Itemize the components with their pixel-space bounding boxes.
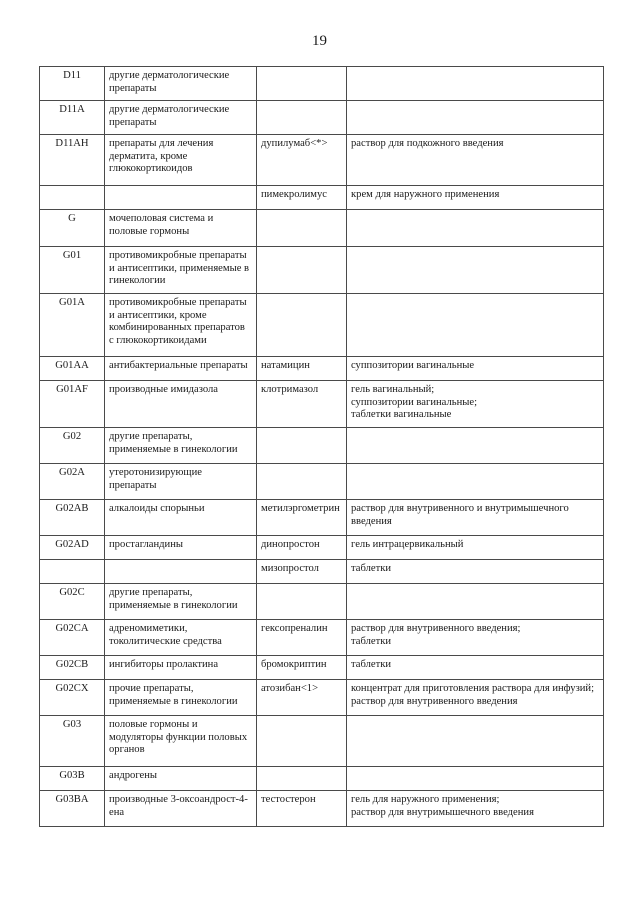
atc-code-cell: G03 bbox=[40, 716, 105, 767]
dosage-form-line: суппозитории вагинальные; bbox=[351, 396, 478, 408]
dosage-form-line: таблетки вагинальные bbox=[351, 409, 452, 420]
anatomical-group-cell bbox=[105, 680, 257, 716]
anatomical-group-cell bbox=[105, 428, 257, 464]
dosage-form-line: крем для наружного применения bbox=[351, 189, 500, 200]
anatomical-group-cell bbox=[105, 381, 257, 428]
group-text-line: другие дерматологические bbox=[109, 70, 230, 81]
group-text-line: глюкокортикоидов bbox=[109, 163, 193, 174]
dosage-form-cell bbox=[347, 247, 604, 294]
drug-name-cell bbox=[257, 294, 347, 357]
drug-name-cell bbox=[257, 247, 347, 294]
atc-code-cell: G02A bbox=[40, 464, 105, 500]
group-text-line: препараты для лечения bbox=[109, 138, 214, 149]
table-row bbox=[40, 656, 604, 680]
atc-code-cell bbox=[40, 560, 105, 584]
table-row bbox=[40, 186, 604, 210]
group-text-line: дерматита, кроме bbox=[109, 150, 188, 162]
dosage-form-line: раствор для внутривенного введения bbox=[351, 695, 518, 707]
dosage-form-line: введения bbox=[351, 515, 392, 527]
dosage-form-cell bbox=[347, 67, 604, 101]
group-text-line: простагландины bbox=[109, 539, 184, 550]
group-text-line: токолитические средства bbox=[109, 635, 222, 647]
table-row bbox=[40, 620, 604, 656]
drug-name-cell: мизопростол bbox=[257, 560, 347, 584]
dosage-form-line: таблетки bbox=[351, 635, 392, 647]
atc-code-cell: G01AA bbox=[40, 357, 105, 381]
dosage-form-cell bbox=[347, 536, 604, 560]
group-text-line: модуляторы функции половых bbox=[109, 731, 248, 743]
anatomical-group-cell bbox=[105, 135, 257, 186]
table-row bbox=[40, 247, 604, 294]
dosage-form-cell bbox=[347, 294, 604, 357]
atc-code-cell: G02CA bbox=[40, 620, 105, 656]
group-text-line: противомикробные препараты bbox=[109, 250, 247, 261]
table-row bbox=[40, 716, 604, 767]
atc-code-cell: G02 bbox=[40, 428, 105, 464]
anatomical-group-cell bbox=[105, 656, 257, 680]
table-row bbox=[40, 357, 604, 381]
group-text-line: применяемые в гинекологии bbox=[109, 695, 238, 707]
dosage-form-line: раствор для подкожного введения bbox=[351, 138, 504, 149]
group-text-line: другие препараты, bbox=[109, 587, 193, 598]
anatomical-group-cell bbox=[105, 67, 257, 101]
drug-name-cell bbox=[257, 101, 347, 135]
drug-name-cell: дупилумаб<*> bbox=[257, 135, 347, 186]
atc-code-cell: G01 bbox=[40, 247, 105, 294]
group-text-line: с глюкокортикоидами bbox=[109, 334, 207, 346]
group-text-line: противомикробные препараты bbox=[109, 297, 247, 308]
drug-name-cell: атозибан<1> bbox=[257, 680, 347, 716]
atc-code-cell: G01AF bbox=[40, 381, 105, 428]
dosage-form-line: концентрат для приготовления раствора для инфузий; bbox=[351, 683, 595, 694]
drug-name-cell bbox=[257, 584, 347, 620]
drug-name-cell bbox=[257, 428, 347, 464]
anatomical-group-cell bbox=[105, 791, 257, 827]
dosage-form-cell bbox=[347, 620, 604, 656]
atc-code-cell: D11 bbox=[40, 67, 105, 101]
table-row bbox=[40, 428, 604, 464]
drug-name-cell: метилэргометрин bbox=[257, 500, 347, 536]
drug-name-cell: гексопреналин bbox=[257, 620, 347, 656]
atc-code-cell: G bbox=[40, 210, 105, 247]
dosage-form-line: гель интрацервикальный bbox=[351, 539, 464, 550]
atc-code-cell: G02AB bbox=[40, 500, 105, 536]
atc-code-cell: D11AH bbox=[40, 135, 105, 186]
dosage-form-cell bbox=[347, 135, 604, 186]
group-text-line: применяемые в гинекологии bbox=[109, 599, 238, 611]
dosage-form-cell bbox=[347, 791, 604, 827]
atc-code-cell: D11A bbox=[40, 101, 105, 135]
dosage-form-line: суппозитории вагинальные bbox=[351, 360, 475, 371]
atc-code-cell: G01A bbox=[40, 294, 105, 357]
anatomical-group-cell bbox=[105, 464, 257, 500]
anatomical-group-cell bbox=[105, 294, 257, 357]
drug-name-cell: клотримазол bbox=[257, 381, 347, 428]
drug-name-cell: тестостерон bbox=[257, 791, 347, 827]
table-row bbox=[40, 101, 604, 135]
dosage-form-cell bbox=[347, 716, 604, 767]
dosage-form-cell bbox=[347, 560, 604, 584]
drug-name-cell bbox=[257, 67, 347, 101]
dosage-form-cell bbox=[347, 101, 604, 135]
dosage-form-cell bbox=[347, 428, 604, 464]
dosage-form-cell bbox=[347, 210, 604, 247]
dosage-form-line: раствор для внутримышечного введения bbox=[351, 806, 534, 818]
anatomical-group-cell bbox=[105, 536, 257, 560]
anatomical-group-cell bbox=[105, 186, 257, 210]
anatomical-group-cell bbox=[105, 716, 257, 767]
table-row bbox=[40, 500, 604, 536]
atc-code-cell: G03BA bbox=[40, 791, 105, 827]
group-text-line: препараты bbox=[109, 479, 157, 491]
table-row bbox=[40, 464, 604, 500]
anatomical-group-cell bbox=[105, 767, 257, 791]
group-text-line: производные 3-оксоандрост-4- bbox=[109, 794, 248, 805]
atc-code-cell: G02C bbox=[40, 584, 105, 620]
anatomical-group-cell bbox=[105, 560, 257, 584]
group-text-line: комбинированных препаратов bbox=[109, 322, 245, 333]
atc-code-cell: G02CX bbox=[40, 680, 105, 716]
group-text-line: применяемые в гинекологии bbox=[109, 443, 238, 455]
dosage-form-line: таблетки bbox=[351, 659, 392, 670]
table-row bbox=[40, 294, 604, 357]
group-text-line: и антисептики, кроме bbox=[109, 309, 207, 321]
drug-name-cell bbox=[257, 767, 347, 791]
group-text-line: антибактериальные препараты bbox=[109, 360, 248, 371]
drug-name-cell bbox=[257, 210, 347, 247]
anatomical-group-cell bbox=[105, 101, 257, 135]
group-text-line: мочеполовая система и bbox=[109, 213, 214, 224]
group-text-line: андрогены bbox=[109, 770, 158, 781]
table-row bbox=[40, 584, 604, 620]
dosage-form-cell bbox=[347, 381, 604, 428]
anatomical-group-cell bbox=[105, 620, 257, 656]
table-row bbox=[40, 767, 604, 791]
dosage-form-cell bbox=[347, 186, 604, 210]
drug-name-cell bbox=[257, 464, 347, 500]
table-row bbox=[40, 210, 604, 247]
dosage-form-line: таблетки bbox=[351, 563, 392, 574]
dosage-form-cell bbox=[347, 584, 604, 620]
dosage-form-cell bbox=[347, 464, 604, 500]
group-text-line: ингибиторы пролактина bbox=[109, 659, 219, 670]
group-text-line: препараты bbox=[109, 116, 157, 128]
dosage-form-cell bbox=[347, 500, 604, 536]
atc-code-cell: G03B bbox=[40, 767, 105, 791]
table-row bbox=[40, 67, 604, 101]
drug-name-cell: пимекролимус bbox=[257, 186, 347, 210]
table-row bbox=[40, 536, 604, 560]
anatomical-group-cell bbox=[105, 500, 257, 536]
drug-name-cell bbox=[257, 716, 347, 767]
group-text-line: ена bbox=[109, 806, 125, 818]
group-text-line: препараты bbox=[109, 82, 157, 94]
atc-code-cell bbox=[40, 186, 105, 210]
atc-code-cell: G02CB bbox=[40, 656, 105, 680]
dosage-form-line: гель для наружного применения; bbox=[351, 794, 500, 805]
drug-name-cell: бромокриптин bbox=[257, 656, 347, 680]
table-row bbox=[40, 135, 604, 186]
table-row bbox=[40, 560, 604, 584]
group-text-line: другие препараты, bbox=[109, 431, 193, 442]
group-text-line: половые гормоны и bbox=[109, 719, 198, 730]
group-text-line: и антисептики, применяемые в bbox=[109, 262, 250, 274]
dosage-form-line: раствор для внутривенного введения; bbox=[351, 623, 521, 634]
page-number: 19 bbox=[312, 33, 327, 49]
drug-name-cell: натамицин bbox=[257, 357, 347, 381]
group-text-line: алкалоиды спорыньи bbox=[109, 503, 205, 514]
table-body bbox=[40, 67, 604, 827]
group-text-line: половые гормоны bbox=[109, 225, 190, 237]
drug-name-cell: динопростон bbox=[257, 536, 347, 560]
anatomical-group-cell bbox=[105, 584, 257, 620]
atc-code-cell: G02AD bbox=[40, 536, 105, 560]
anatomical-group-cell bbox=[105, 357, 257, 381]
group-text-line: адреномиметики, bbox=[109, 623, 188, 634]
anatomical-group-cell bbox=[105, 210, 257, 247]
table-row bbox=[40, 381, 604, 428]
group-text-line: утеротонизирующие bbox=[109, 467, 202, 478]
dosage-form-cell bbox=[347, 357, 604, 381]
group-text-line: другие дерматологические bbox=[109, 104, 230, 115]
anatomical-group-cell bbox=[105, 247, 257, 294]
dosage-form-line: гель вагинальный; bbox=[351, 384, 435, 395]
table-row bbox=[40, 680, 604, 716]
group-text-line: прочие препараты, bbox=[109, 683, 194, 694]
dosage-form-line: раствор для внутривенного и внутримышечного bbox=[351, 503, 569, 514]
drug-classification-table bbox=[39, 66, 604, 827]
table-row bbox=[40, 791, 604, 827]
group-text-line: органов bbox=[109, 744, 145, 755]
group-text-line: гинекологии bbox=[109, 275, 166, 286]
dosage-form-cell bbox=[347, 680, 604, 716]
dosage-form-cell bbox=[347, 656, 604, 680]
dosage-form-cell bbox=[347, 767, 604, 791]
group-text-line: производные имидазола bbox=[109, 384, 218, 395]
